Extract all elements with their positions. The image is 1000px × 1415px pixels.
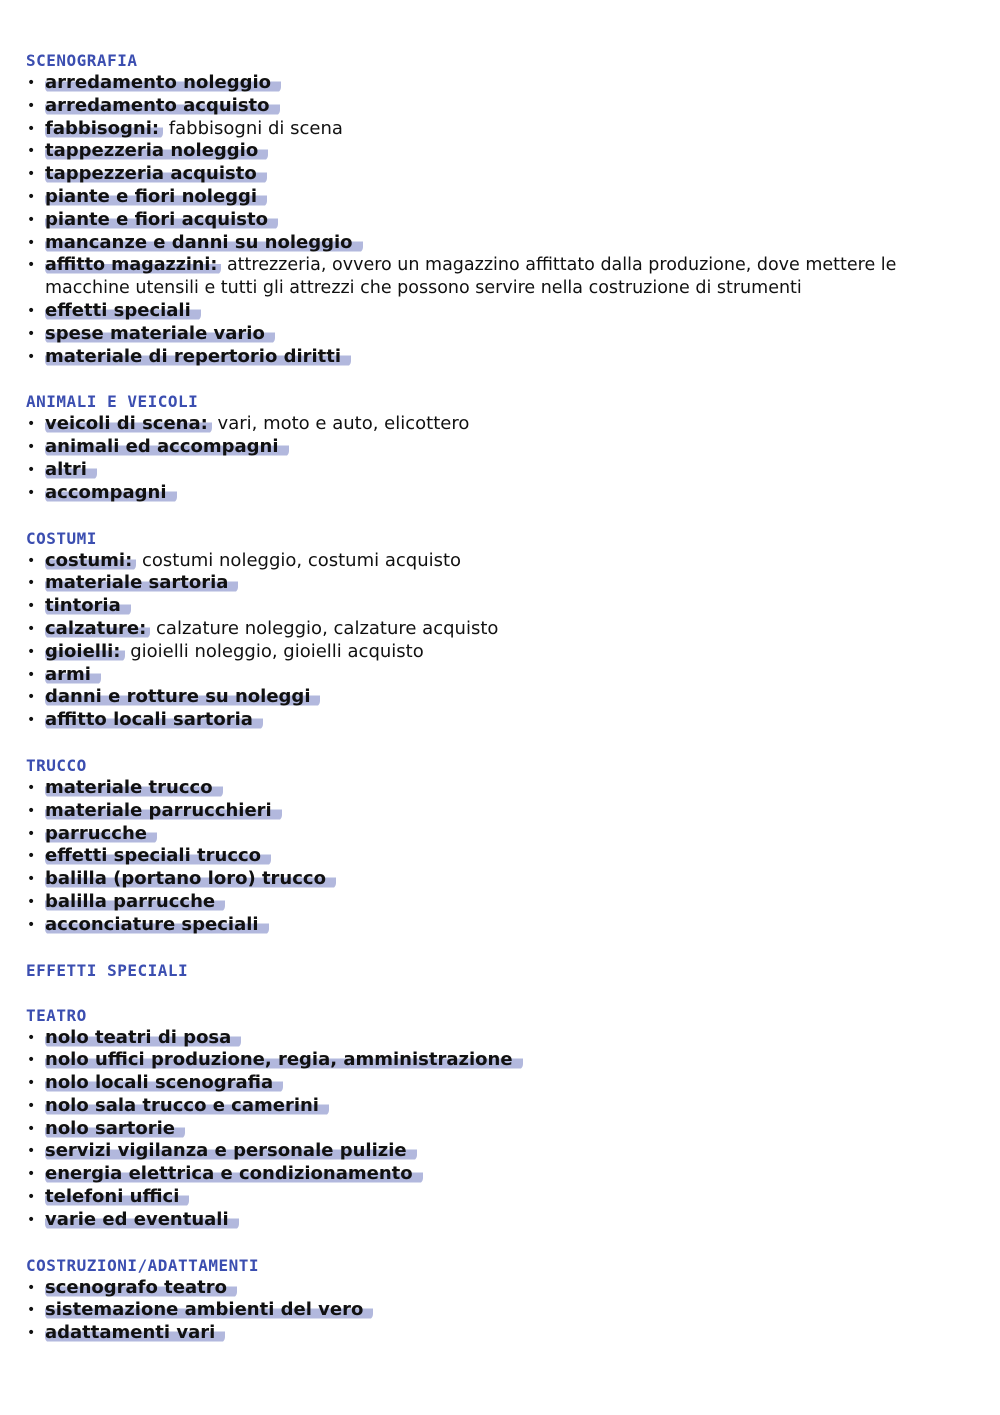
highlighted-term: scenografo teatro — [45, 1277, 237, 1298]
item-detail: costumi noleggio, costumi acquisto — [136, 549, 462, 571]
bullet-list — [26, 550, 976, 732]
highlighted-term: mancanze e danni su noleggio — [45, 232, 363, 253]
section-heading: EFFETTI SPECIALI — [26, 960, 189, 980]
highlighted-term: gioielli: — [45, 641, 125, 662]
section-animali-e-veicoli — [26, 391, 976, 504]
bullet-list — [26, 777, 976, 937]
list-item — [26, 1163, 976, 1186]
list-item — [26, 777, 976, 800]
list-item — [26, 323, 976, 346]
list-item — [26, 95, 976, 118]
highlighted-term: nolo sartorie — [45, 1118, 185, 1139]
list-item — [26, 232, 976, 255]
notes-page — [26, 50, 976, 1368]
highlighted-term: altri — [45, 459, 97, 480]
list-item — [26, 641, 976, 664]
list-item — [26, 823, 976, 846]
item-detail: gioielli noleggio, gioielli acquisto — [124, 640, 424, 662]
highlighted-term: accompagni — [45, 482, 177, 503]
section-heading: COSTUMI — [26, 528, 97, 548]
list-item — [26, 1299, 976, 1322]
highlighted-term: balilla parrucche — [45, 891, 225, 912]
highlighted-term: sistemazione ambienti del vero — [45, 1299, 373, 1320]
list-item — [26, 413, 976, 436]
section-trucco — [26, 755, 976, 937]
highlighted-term: arredamento acquisto — [45, 95, 280, 116]
highlighted-term: tintoria — [45, 595, 131, 616]
highlighted-term: varie ed eventuali — [45, 1209, 239, 1230]
list-item — [26, 1027, 976, 1050]
list-item — [26, 709, 976, 732]
item-detail: vari, moto e auto, elicottero — [211, 413, 470, 435]
list-item — [26, 186, 976, 209]
highlighted-term: telefoni uffici — [45, 1186, 189, 1207]
list-item — [26, 868, 976, 891]
item-detail: calzature noleggio, calzature acquisto — [150, 617, 499, 639]
highlighted-term: materiale di repertorio diritti — [45, 346, 351, 367]
list-item — [26, 346, 976, 369]
bullet-list — [26, 72, 976, 368]
list-item — [26, 209, 976, 232]
highlighted-term: nolo sala trucco e camerini — [45, 1095, 329, 1116]
bullet-list — [26, 1027, 976, 1232]
highlighted-term: arredamento noleggio — [45, 72, 281, 93]
highlighted-term: fabbisogni: — [45, 118, 163, 139]
item-detail: attrezzeria, ovvero un magazzino affittato dalla produzione, dove mettere le macchine utensili e tutti gli attrezzi che possono servire nella costruzione di strumenti — [45, 255, 897, 299]
item-detail: fabbisogni di scena — [163, 117, 343, 139]
highlighted-term: nolo locali scenografia — [45, 1072, 283, 1093]
highlighted-term: spese materiale vario — [45, 323, 275, 344]
section-costumi — [26, 528, 976, 732]
list-item — [26, 482, 976, 505]
list-item — [26, 550, 976, 573]
section-teatro — [26, 1005, 976, 1232]
list-item — [26, 891, 976, 914]
highlighted-term: costumi: — [45, 550, 136, 571]
list-item — [26, 800, 976, 823]
list-item — [26, 1277, 976, 1300]
highlighted-term: energia elettrica e condizionamento — [45, 1163, 423, 1184]
section-heading: ANIMALI E VEICOLI — [26, 392, 199, 412]
highlighted-term: parrucche — [45, 823, 157, 844]
highlighted-term: piante e fiori noleggi — [45, 186, 267, 207]
list-item — [26, 254, 976, 300]
highlighted-term: armi — [45, 664, 101, 685]
list-item — [26, 1209, 976, 1232]
list-item — [26, 1118, 976, 1141]
highlighted-term: affitto locali sartoria — [45, 709, 263, 730]
list-item — [26, 618, 976, 641]
section-effetti-speciali — [26, 960, 976, 982]
highlighted-term: acconciature speciali — [45, 914, 269, 935]
highlighted-term: tappezzeria noleggio — [45, 140, 268, 161]
list-item — [26, 118, 976, 141]
list-item — [26, 300, 976, 323]
highlighted-term: effetti speciali trucco — [45, 845, 271, 866]
highlighted-term: nolo uffici produzione, regia, amministrazione — [45, 1049, 523, 1070]
section-heading: SCENOGRAFIA — [26, 51, 138, 70]
list-item — [26, 1140, 976, 1163]
highlighted-term: materiale sartoria — [45, 572, 238, 593]
list-item — [26, 1072, 976, 1095]
section-costruzioni-adattamenti — [26, 1255, 976, 1345]
highlighted-term: materiale parrucchieri — [45, 800, 282, 821]
list-item — [26, 845, 976, 868]
highlighted-term: balilla (portano loro) trucco — [45, 868, 336, 889]
list-item — [26, 595, 976, 618]
list-item — [26, 436, 976, 459]
highlighted-term: veicoli di scena: — [45, 413, 212, 434]
list-item — [26, 914, 976, 937]
list-item — [26, 572, 976, 595]
list-item — [26, 1095, 976, 1118]
highlighted-term: affitto magazzini: — [45, 255, 221, 275]
highlighted-term: animali ed accompagni — [45, 436, 289, 457]
section-scenografia — [26, 50, 976, 368]
highlighted-term: piante e fiori acquisto — [45, 209, 278, 230]
highlighted-term: servizi vigilanza e personale pulizie — [45, 1140, 417, 1161]
list-item — [26, 1186, 976, 1209]
section-heading: TEATRO — [26, 1005, 87, 1025]
highlighted-term: tappezzeria acquisto — [45, 163, 267, 184]
list-item — [26, 1049, 976, 1072]
highlighted-term: effetti speciali — [45, 300, 201, 321]
list-item — [26, 459, 976, 482]
list-item — [26, 686, 976, 709]
highlighted-term: danni e rotture su noleggi — [45, 686, 320, 707]
section-heading: COSTRUZIONI/ADATTAMENTI — [26, 1255, 260, 1275]
bullet-list — [26, 1277, 976, 1345]
list-item — [26, 140, 976, 163]
highlighted-term: calzature: — [45, 618, 150, 639]
list-item — [26, 1322, 976, 1345]
list-item — [26, 163, 976, 186]
list-item — [26, 72, 976, 95]
list-item — [26, 664, 976, 687]
highlighted-term: adattamenti vari — [45, 1322, 225, 1343]
bullet-list — [26, 413, 976, 504]
highlighted-term: materiale trucco — [45, 777, 223, 798]
highlighted-term: nolo teatri di posa — [45, 1027, 241, 1048]
section-heading: TRUCCO — [26, 755, 87, 775]
